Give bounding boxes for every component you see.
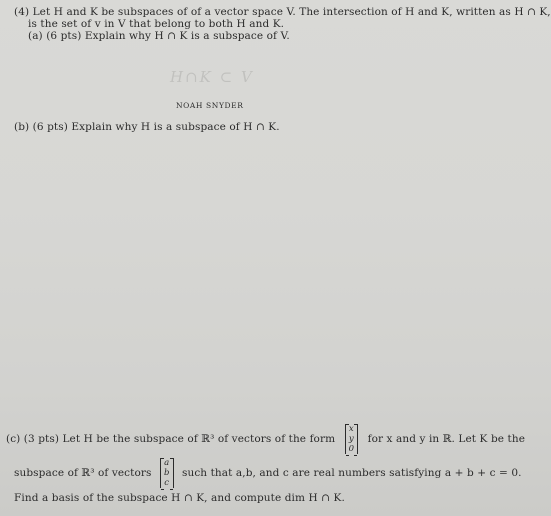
bleed-through-handwriting: H∩K ⊂ V — [170, 68, 254, 86]
question-intro: H and K be subspaces of of a vector space V. The intersection of H and K, written as H ∩ K, — [53, 6, 551, 18]
part-c-line-1 — [6, 424, 525, 454]
part-c-text-3: subspace of ℝ³ of vectors — [14, 467, 152, 479]
vector-entry: a — [164, 458, 170, 468]
vector-entry: 0 — [348, 444, 355, 454]
part-c-line-3: Find a basis of the subspace H ∩ K, and compute dim H ∩ K. — [14, 492, 345, 504]
part-b-prompt: (b) (6 pts) Explain why H is a subspace of H ∩ K. — [14, 121, 280, 133]
part-c-line-2 — [14, 458, 522, 488]
student-name: NOAH SNYDER — [176, 101, 244, 110]
question-number: (4) Let — [14, 6, 51, 18]
vector-entry: x — [348, 424, 354, 434]
part-c-text-2: for x and y in ℝ. Let K be the — [367, 433, 526, 445]
column-vector-abc — [160, 458, 174, 488]
vector-entry: c — [164, 478, 170, 488]
part-a-prompt: (a) (6 pts) Explain why H ∩ K is a subspace of V. — [28, 30, 290, 42]
question-header-line-1 — [14, 6, 551, 18]
part-c-text-1: (c) (3 pts) Let H be the subspace of ℝ³ of vectors of the form — [6, 433, 336, 445]
part-c-text-4: such that a,b, and c are real numbers satisfying a + b + c = 0. — [181, 467, 522, 479]
column-vector-xy0 — [345, 424, 359, 454]
vector-entry: b — [163, 468, 170, 478]
vector-entry: y — [348, 434, 354, 444]
question-header-line-2: is the set of v in V that belong to both H and K. — [28, 18, 285, 30]
